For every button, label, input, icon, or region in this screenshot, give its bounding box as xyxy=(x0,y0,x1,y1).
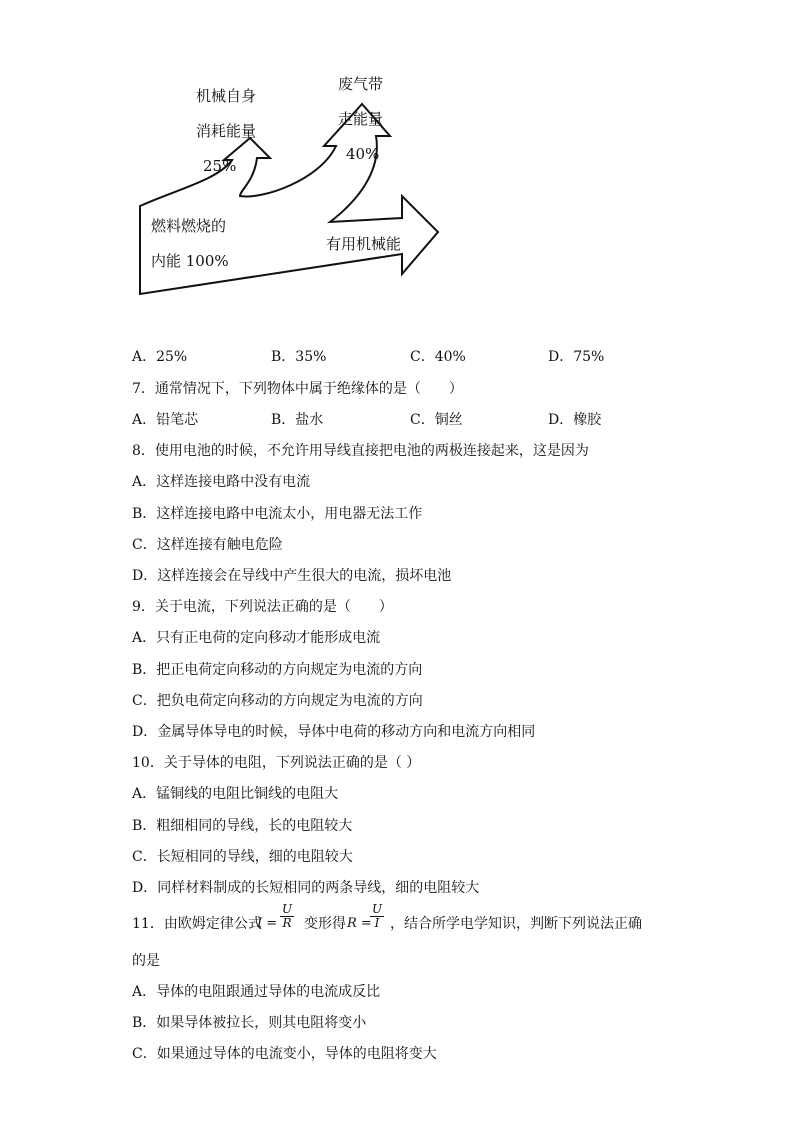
energy-flow-arrows xyxy=(0,0,794,330)
q11-option-a: A．导体的电阻跟通过导体的电流成反比 xyxy=(132,984,381,1000)
q11-formula2-numerator: U xyxy=(371,902,383,916)
mechanical-loss-label-line1: 机械自身 xyxy=(196,87,257,105)
energy-flow-diagram xyxy=(0,0,794,330)
q8-option-c: C．这样连接有触电危险 xyxy=(132,537,283,553)
exhaust-loss-label-line1: 废气带 xyxy=(338,75,384,93)
q11-formula2-lhs: R = xyxy=(347,916,372,931)
q11-stem-line2: 的是 xyxy=(132,953,160,969)
mechanical-loss-label-line2: 消耗能量 xyxy=(196,122,257,140)
exhaust-loss-label-line2: 走能量 xyxy=(338,110,384,128)
q11-stem-part3: ，结合所学电学知识，判断下列说法正确 xyxy=(390,916,642,932)
fuel-energy-label-line1: 燃料燃烧的 xyxy=(151,217,227,235)
q7-option-a: A．铅笔芯 xyxy=(132,412,199,428)
mechanical-loss-percent: 25% xyxy=(203,157,237,175)
q10-option-c: C．长短相同的导线，细的电阻较大 xyxy=(132,849,353,865)
q8-stem: 8．使用电池的时候，不允许用导线直接把电池的两极连接起来，这是因为 xyxy=(132,443,589,459)
q9-stem: 9．关于电流，下列说法正确的是（ ） xyxy=(132,599,393,615)
useful-energy-label: 有用机械能 xyxy=(326,235,402,253)
q6-option-b: B．35% xyxy=(271,349,327,365)
q11-stem-part1: 11．由欧姆定律公式 xyxy=(132,916,262,932)
q11-formula1-numerator: U xyxy=(281,902,293,916)
q9-option-d: D．金属导体导电的时候，导体中电荷的移动方向和电流方向相同 xyxy=(132,724,536,740)
q8-option-a: A．这样连接电路中没有电流 xyxy=(132,474,311,490)
fuel-energy-label-line2: 内能 100% xyxy=(151,252,229,270)
q11-formula1-fraction xyxy=(280,903,294,930)
q7-option-b: B．盐水 xyxy=(271,412,324,428)
q9-option-b: B．把正电荷定向移动的方向规定为电流的方向 xyxy=(132,662,423,678)
q7-option-c: C．铜丝 xyxy=(410,412,463,428)
q7-stem: 7．通常情况下，下列物体中属于绝缘体的是（ ） xyxy=(132,381,463,397)
q11-formula2-fraction xyxy=(370,903,384,930)
q10-stem: 10．关于导体的电阻，下列说法正确的是（ ） xyxy=(132,755,421,771)
q11-formula1-denominator: R xyxy=(282,916,292,930)
q10-option-a: A．锰铜线的电阻比铜线的电阻大 xyxy=(132,786,339,802)
q6-option-a: A．25% xyxy=(132,349,188,365)
exhaust-loss-percent: 40% xyxy=(346,145,380,163)
q8-option-d: D．这样连接会在导线中产生很大的电流，损坏电池 xyxy=(132,568,452,584)
q11-option-c: C．如果通过导体的电流变小，导体的电阻将变大 xyxy=(132,1046,437,1062)
q6-option-c: C．40% xyxy=(410,349,466,365)
q9-option-c: C．把负电荷定向移动的方向规定为电流的方向 xyxy=(132,693,423,709)
q10-option-b: B．粗细相同的导线，长的电阻较大 xyxy=(132,818,353,834)
q10-option-d: D．同样材料制成的长短相同的两条导线，细的电阻较大 xyxy=(132,880,480,896)
q6-option-d: D．75% xyxy=(548,349,605,365)
q11-option-b: B．如果导体被拉长，则其电阻将变小 xyxy=(132,1015,367,1031)
q11-formula1-lhs: I = xyxy=(257,916,278,931)
q11-stem-part2: 变形得 xyxy=(304,916,346,932)
q8-option-b: B．这样连接电路中电流太小，用电器无法工作 xyxy=(132,506,423,522)
q7-option-d: D．橡胶 xyxy=(548,412,602,428)
q11-formula2-denominator: I xyxy=(374,916,380,930)
q9-option-a: A．只有正电荷的定向移动才能形成电流 xyxy=(132,630,381,646)
